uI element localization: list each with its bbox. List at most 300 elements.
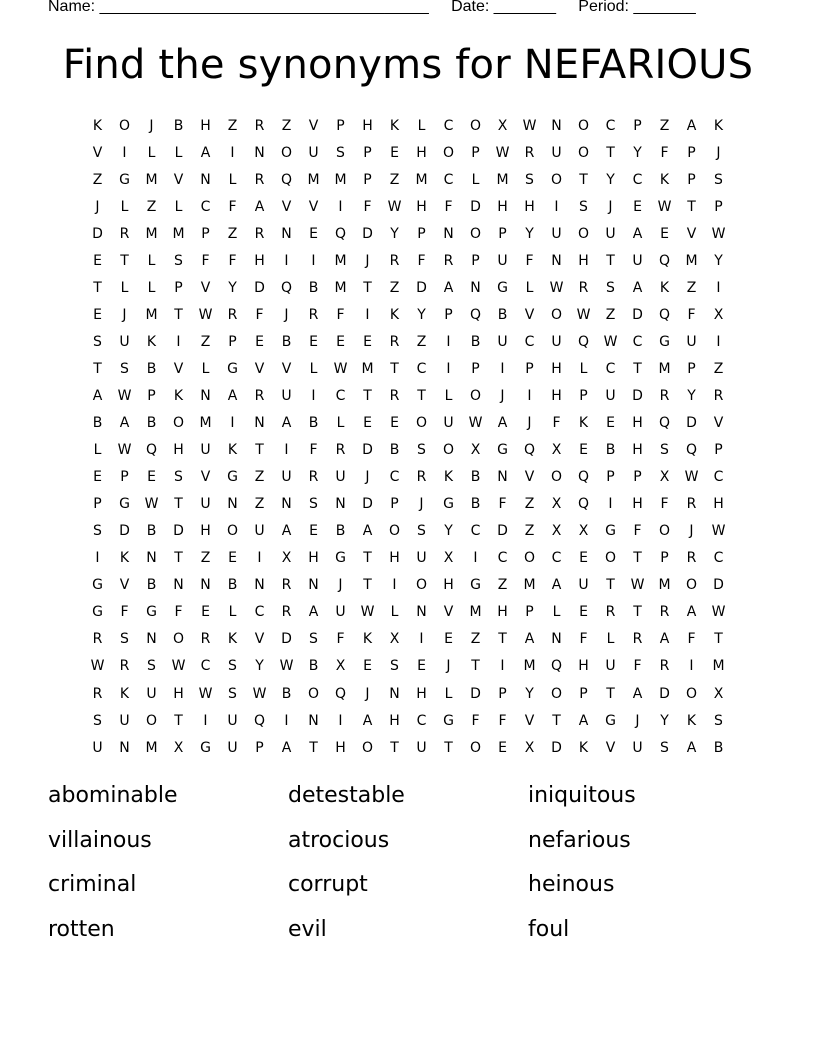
grid-letter[interactable]: L <box>444 387 453 404</box>
grid-letter[interactable]: H <box>497 604 508 621</box>
grid-letter[interactable]: F <box>417 252 426 269</box>
grid-letter[interactable]: W <box>711 225 726 242</box>
grid-letter[interactable]: Z <box>416 333 427 350</box>
grid-letter[interactable]: V <box>254 360 265 377</box>
grid-letter[interactable]: U <box>146 685 157 702</box>
grid-letter[interactable]: V <box>200 279 211 296</box>
grid-letter[interactable]: F <box>660 496 669 513</box>
grid-letter[interactable]: P <box>471 252 480 269</box>
grid-letter[interactable]: F <box>633 658 642 675</box>
grid-letter[interactable]: K <box>659 171 670 188</box>
grid-letter[interactable]: K <box>578 415 589 432</box>
grid-letter[interactable]: H <box>362 117 373 134</box>
grid-letter[interactable]: S <box>309 496 318 513</box>
grid-letter[interactable]: K <box>713 117 724 134</box>
grid-letter[interactable]: X <box>551 496 562 513</box>
grid-letter[interactable]: B <box>470 496 481 513</box>
grid-letter[interactable]: U <box>632 739 643 756</box>
grid-letter[interactable]: V <box>605 739 616 756</box>
grid-letter[interactable]: R <box>227 306 238 323</box>
grid-letter[interactable]: L <box>93 442 102 459</box>
grid-letter[interactable]: O <box>442 144 455 161</box>
grid-letter[interactable]: A <box>119 415 130 432</box>
grid-letter[interactable]: S <box>525 171 534 188</box>
grid-letter[interactable]: H <box>200 523 211 540</box>
grid-letter[interactable]: C <box>443 117 454 134</box>
grid-letter[interactable]: X <box>713 306 724 323</box>
grid-letter[interactable]: E <box>633 198 642 215</box>
grid-letter[interactable]: P <box>525 360 534 377</box>
grid-letter[interactable]: M <box>145 171 158 188</box>
grid-letter[interactable]: X <box>335 658 346 675</box>
grid-letter[interactable]: T <box>606 144 615 161</box>
grid-letter[interactable]: I <box>527 387 532 404</box>
grid-letter[interactable]: D <box>713 577 724 594</box>
grid-letter[interactable]: J <box>284 306 289 323</box>
grid-letter[interactable]: A <box>227 387 238 404</box>
grid-letter[interactable]: D <box>92 225 103 242</box>
grid-letter[interactable]: A <box>632 685 643 702</box>
grid-letter[interactable]: A <box>281 415 292 432</box>
grid-letter[interactable]: H <box>551 360 562 377</box>
grid-letter[interactable]: R <box>713 387 724 404</box>
grid-letter[interactable]: R <box>119 658 130 675</box>
grid-letter[interactable]: E <box>363 658 372 675</box>
grid-letter[interactable]: Q <box>550 658 563 675</box>
grid-letter[interactable]: Z <box>254 469 265 486</box>
grid-letter[interactable]: S <box>93 712 102 729</box>
grid-letter[interactable]: N <box>254 415 265 432</box>
grid-letter[interactable]: B <box>389 442 400 459</box>
grid-letter[interactable]: X <box>551 523 562 540</box>
grid-letter[interactable]: Z <box>605 306 616 323</box>
grid-letter[interactable]: R <box>389 387 400 404</box>
grid-letter[interactable]: F <box>552 415 561 432</box>
grid-letter[interactable]: C <box>605 360 616 377</box>
grid-letter[interactable]: G <box>92 577 103 594</box>
grid-letter[interactable]: F <box>633 523 642 540</box>
grid-letter[interactable]: V <box>308 198 319 215</box>
grid-letter[interactable]: C <box>632 171 643 188</box>
grid-letter[interactable]: F <box>660 144 669 161</box>
grid-letter[interactable]: L <box>147 279 156 296</box>
grid-letter[interactable]: T <box>552 712 561 729</box>
grid-letter[interactable]: N <box>281 496 292 513</box>
grid-letter[interactable]: F <box>309 442 318 459</box>
grid-letter[interactable]: O <box>550 171 563 188</box>
grid-letter[interactable]: F <box>363 198 372 215</box>
grid-letter[interactable]: C <box>200 198 211 215</box>
grid-letter[interactable]: X <box>389 631 400 648</box>
grid-letter[interactable]: M <box>334 279 347 296</box>
grid-letter[interactable]: T <box>471 658 480 675</box>
grid-letter[interactable]: N <box>551 117 562 134</box>
grid-letter[interactable]: E <box>417 658 426 675</box>
grid-letter[interactable]: L <box>525 279 534 296</box>
grid-letter[interactable]: L <box>174 198 183 215</box>
grid-letter[interactable]: N <box>254 577 265 594</box>
grid-letter[interactable]: N <box>254 144 265 161</box>
grid-letter[interactable]: P <box>417 225 426 242</box>
grid-letter[interactable]: A <box>578 712 589 729</box>
grid-letter[interactable]: U <box>551 144 562 161</box>
grid-letter[interactable]: W <box>360 604 375 621</box>
grid-letter[interactable]: S <box>309 631 318 648</box>
grid-letter[interactable]: H <box>443 577 454 594</box>
grid-letter[interactable]: W <box>90 658 105 675</box>
grid-letter[interactable]: T <box>417 387 426 404</box>
grid-letter[interactable]: H <box>578 252 589 269</box>
grid-letter[interactable]: F <box>498 496 507 513</box>
grid-letter[interactable]: U <box>443 415 454 432</box>
grid-letter[interactable]: J <box>365 685 370 702</box>
grid-letter[interactable]: O <box>604 550 617 567</box>
grid-letter[interactable]: Z <box>497 577 508 594</box>
grid-letter[interactable]: U <box>200 442 211 459</box>
grid-letter[interactable]: I <box>500 360 505 377</box>
grid-letter[interactable]: D <box>632 387 643 404</box>
date-blank[interactable]: _______ <box>493 0 557 15</box>
grid-letter[interactable]: O <box>577 225 590 242</box>
grid-letter[interactable]: N <box>119 739 130 756</box>
grid-letter[interactable]: Y <box>660 712 669 729</box>
grid-letter[interactable]: I <box>338 198 343 215</box>
grid-letter[interactable]: B <box>605 442 616 459</box>
grid-letter[interactable]: D <box>551 739 562 756</box>
grid-letter[interactable]: O <box>685 577 698 594</box>
grid-letter[interactable]: V <box>173 171 184 188</box>
grid-letter[interactable]: B <box>146 523 157 540</box>
grid-letter[interactable]: U <box>416 550 427 567</box>
grid-letter[interactable]: P <box>444 306 453 323</box>
grid-letter[interactable]: R <box>605 604 616 621</box>
grid-letter[interactable]: H <box>308 550 319 567</box>
grid-letter[interactable]: F <box>525 252 534 269</box>
grid-letter[interactable]: E <box>309 333 318 350</box>
grid-letter[interactable]: P <box>660 550 669 567</box>
grid-letter[interactable]: S <box>606 279 615 296</box>
grid-letter[interactable]: B <box>308 279 319 296</box>
grid-letter[interactable]: A <box>659 631 670 648</box>
grid-letter[interactable]: B <box>146 577 157 594</box>
grid-letter[interactable]: U <box>200 496 211 513</box>
grid-letter[interactable]: H <box>497 198 508 215</box>
grid-letter[interactable]: S <box>660 739 669 756</box>
grid-letter[interactable]: O <box>469 117 482 134</box>
grid-letter[interactable]: L <box>120 198 129 215</box>
grid-letter[interactable]: H <box>200 117 211 134</box>
grid-letter[interactable]: W <box>117 442 132 459</box>
grid-letter[interactable]: A <box>686 604 697 621</box>
grid-letter[interactable]: L <box>147 252 156 269</box>
grid-letter[interactable]: D <box>632 306 643 323</box>
grid-letter[interactable]: M <box>712 658 725 675</box>
grid-letter[interactable]: P <box>606 469 615 486</box>
grid-letter[interactable]: N <box>335 496 346 513</box>
grid-letter[interactable]: V <box>524 306 535 323</box>
grid-letter[interactable]: V <box>524 712 535 729</box>
grid-letter[interactable]: R <box>92 631 103 648</box>
grid-letter[interactable]: M <box>145 225 158 242</box>
grid-letter[interactable]: E <box>390 415 399 432</box>
grid-letter[interactable]: W <box>630 577 645 594</box>
grid-letter[interactable]: F <box>579 631 588 648</box>
grid-letter[interactable]: L <box>174 144 183 161</box>
grid-letter[interactable]: P <box>147 387 156 404</box>
grid-letter[interactable]: Z <box>227 117 238 134</box>
grid-letter[interactable]: G <box>92 604 103 621</box>
grid-letter[interactable]: D <box>659 685 670 702</box>
grid-letter[interactable]: O <box>361 739 374 756</box>
grid-letter[interactable]: O <box>172 631 185 648</box>
grid-letter[interactable]: B <box>92 415 103 432</box>
grid-letter[interactable]: A <box>92 387 103 404</box>
grid-letter[interactable]: S <box>579 198 588 215</box>
grid-letter[interactable]: M <box>199 415 212 432</box>
grid-letter[interactable]: L <box>444 685 453 702</box>
grid-letter[interactable]: Y <box>633 144 642 161</box>
grid-letter[interactable]: A <box>686 117 697 134</box>
grid-letter[interactable]: W <box>171 658 186 675</box>
grid-letter[interactable]: Z <box>227 225 238 242</box>
grid-letter[interactable]: I <box>230 415 235 432</box>
grid-letter[interactable]: A <box>362 523 373 540</box>
grid-letter[interactable]: P <box>687 144 696 161</box>
grid-letter[interactable]: S <box>660 442 669 459</box>
grid-letter[interactable]: Y <box>606 171 615 188</box>
grid-letter[interactable]: O <box>577 144 590 161</box>
grid-letter[interactable]: A <box>632 279 643 296</box>
grid-letter[interactable]: X <box>497 117 508 134</box>
grid-letter[interactable]: T <box>255 442 264 459</box>
grid-letter[interactable]: H <box>389 712 400 729</box>
grid-letter[interactable]: B <box>470 469 481 486</box>
grid-letter[interactable]: F <box>444 198 453 215</box>
grid-letter[interactable]: P <box>579 685 588 702</box>
grid-letter[interactable]: L <box>228 604 237 621</box>
grid-letter[interactable]: I <box>716 279 721 296</box>
grid-letter[interactable]: N <box>281 225 292 242</box>
grid-letter[interactable]: T <box>633 604 642 621</box>
grid-letter[interactable]: C <box>416 712 427 729</box>
grid-letter[interactable]: R <box>578 279 589 296</box>
grid-letter[interactable]: W <box>495 144 510 161</box>
grid-letter[interactable]: T <box>390 739 399 756</box>
grid-letter[interactable]: H <box>524 198 535 215</box>
grid-letter[interactable]: V <box>173 360 184 377</box>
grid-letter[interactable]: G <box>146 604 157 621</box>
grid-letter[interactable]: T <box>174 712 183 729</box>
grid-letter[interactable]: V <box>686 225 697 242</box>
grid-letter[interactable]: R <box>416 469 427 486</box>
grid-letter[interactable]: R <box>389 252 400 269</box>
grid-letter[interactable]: U <box>281 387 292 404</box>
grid-letter[interactable]: P <box>498 225 507 242</box>
grid-letter[interactable]: G <box>443 496 454 513</box>
grid-letter[interactable]: J <box>689 523 694 540</box>
grid-letter[interactable]: Z <box>389 171 400 188</box>
grid-letter[interactable]: K <box>119 685 130 702</box>
grid-letter[interactable]: Z <box>146 198 157 215</box>
grid-letter[interactable]: G <box>335 550 346 567</box>
grid-letter[interactable]: P <box>633 117 642 134</box>
grid-letter[interactable]: T <box>174 550 183 567</box>
grid-letter[interactable]: N <box>200 577 211 594</box>
grid-letter[interactable]: N <box>200 171 211 188</box>
grid-letter[interactable]: C <box>632 333 643 350</box>
grid-letter[interactable]: G <box>119 496 130 513</box>
grid-letter[interactable]: Z <box>659 117 670 134</box>
grid-letter[interactable]: E <box>390 144 399 161</box>
grid-letter[interactable]: R <box>254 171 265 188</box>
grid-letter[interactable]: W <box>252 685 267 702</box>
grid-letter[interactable]: I <box>284 252 289 269</box>
grid-letter[interactable]: Q <box>685 442 698 459</box>
grid-letter[interactable]: P <box>336 117 345 134</box>
grid-letter[interactable]: L <box>309 360 318 377</box>
grid-letter[interactable]: E <box>309 225 318 242</box>
grid-letter[interactable]: H <box>416 198 427 215</box>
grid-letter[interactable]: U <box>605 387 616 404</box>
grid-letter[interactable]: P <box>363 144 372 161</box>
grid-letter[interactable]: L <box>228 171 237 188</box>
grid-letter[interactable]: Q <box>253 712 266 729</box>
grid-letter[interactable]: W <box>387 198 402 215</box>
grid-letter[interactable]: I <box>338 712 343 729</box>
grid-letter[interactable]: Y <box>525 225 534 242</box>
grid-letter[interactable]: E <box>363 333 372 350</box>
grid-letter[interactable]: R <box>281 577 292 594</box>
grid-letter[interactable]: V <box>254 631 265 648</box>
grid-letter[interactable]: U <box>551 225 562 242</box>
grid-letter[interactable]: R <box>254 225 265 242</box>
grid-letter[interactable]: J <box>122 306 127 323</box>
grid-letter[interactable]: G <box>227 360 238 377</box>
grid-letter[interactable]: O <box>145 712 158 729</box>
grid-letter[interactable]: O <box>577 117 590 134</box>
grid-letter[interactable]: E <box>309 523 318 540</box>
grid-letter[interactable]: B <box>497 306 508 323</box>
grid-letter[interactable]: I <box>689 658 694 675</box>
grid-letter[interactable]: G <box>200 739 211 756</box>
grid-letter[interactable]: B <box>308 415 319 432</box>
grid-letter[interactable]: D <box>470 685 481 702</box>
grid-letter[interactable]: E <box>579 550 588 567</box>
grid-letter[interactable]: K <box>362 631 373 648</box>
grid-letter[interactable]: O <box>469 387 482 404</box>
grid-letter[interactable]: P <box>498 685 507 702</box>
grid-letter[interactable]: C <box>713 469 724 486</box>
grid-letter[interactable]: L <box>552 604 561 621</box>
grid-letter[interactable]: Y <box>390 225 399 242</box>
grid-letter[interactable]: X <box>470 442 481 459</box>
grid-letter[interactable]: U <box>497 252 508 269</box>
grid-letter[interactable]: P <box>255 739 264 756</box>
grid-letter[interactable]: Q <box>334 685 347 702</box>
grid-letter[interactable]: S <box>120 631 129 648</box>
grid-letter[interactable]: F <box>228 198 237 215</box>
grid-letter[interactable]: T <box>363 279 372 296</box>
grid-letter[interactable]: I <box>446 360 451 377</box>
grid-letter[interactable]: C <box>443 171 454 188</box>
grid-letter[interactable]: A <box>524 631 535 648</box>
grid-letter[interactable]: W <box>522 117 537 134</box>
grid-letter[interactable]: Q <box>658 252 671 269</box>
grid-letter[interactable]: H <box>632 442 643 459</box>
grid-letter[interactable]: O <box>118 117 131 134</box>
grid-letter[interactable]: O <box>415 415 428 432</box>
grid-letter[interactable]: O <box>172 415 185 432</box>
grid-letter[interactable]: W <box>198 685 213 702</box>
grid-letter[interactable]: K <box>443 469 454 486</box>
grid-letter[interactable]: T <box>363 577 372 594</box>
grid-letter[interactable]: M <box>469 604 482 621</box>
grid-letter[interactable]: I <box>446 333 451 350</box>
grid-letter[interactable]: F <box>498 712 507 729</box>
grid-letter[interactable]: R <box>659 604 670 621</box>
grid-letter[interactable]: K <box>227 631 238 648</box>
grid-letter[interactable]: S <box>93 333 102 350</box>
grid-letter[interactable]: A <box>443 279 454 296</box>
grid-letter[interactable]: P <box>714 442 723 459</box>
grid-letter[interactable]: U <box>227 712 238 729</box>
grid-letter[interactable]: T <box>363 550 372 567</box>
grid-letter[interactable]: T <box>606 252 615 269</box>
grid-letter[interactable]: B <box>308 658 319 675</box>
grid-letter[interactable]: M <box>145 306 158 323</box>
grid-letter[interactable]: P <box>363 171 372 188</box>
grid-letter[interactable]: H <box>416 685 427 702</box>
grid-letter[interactable]: R <box>308 469 319 486</box>
grid-letter[interactable]: Z <box>254 496 265 513</box>
grid-letter[interactable]: S <box>417 442 426 459</box>
grid-letter[interactable]: P <box>471 144 480 161</box>
grid-letter[interactable]: D <box>362 496 373 513</box>
grid-letter[interactable]: S <box>714 171 723 188</box>
grid-letter[interactable]: F <box>174 604 183 621</box>
grid-letter[interactable]: X <box>551 442 562 459</box>
grid-letter[interactable]: Q <box>658 415 671 432</box>
grid-letter[interactable]: I <box>608 496 613 513</box>
grid-letter[interactable]: C <box>551 550 562 567</box>
grid-letter[interactable]: S <box>93 523 102 540</box>
grid-letter[interactable]: U <box>119 333 130 350</box>
grid-letter[interactable]: O <box>523 550 536 567</box>
grid-letter[interactable]: Z <box>92 171 103 188</box>
grid-letter[interactable]: R <box>335 442 346 459</box>
grid-letter[interactable]: M <box>361 360 374 377</box>
grid-letter[interactable]: H <box>713 496 724 513</box>
grid-letter[interactable]: N <box>227 496 238 513</box>
grid-letter[interactable]: A <box>254 198 265 215</box>
grid-letter[interactable]: W <box>657 198 672 215</box>
grid-letter[interactable]: V <box>119 577 130 594</box>
grid-letter[interactable]: Q <box>577 469 590 486</box>
grid-letter[interactable]: D <box>470 198 481 215</box>
grid-letter[interactable]: Q <box>577 333 590 350</box>
grid-letter[interactable]: S <box>417 523 426 540</box>
grid-letter[interactable]: N <box>308 712 319 729</box>
grid-letter[interactable]: G <box>119 171 130 188</box>
grid-letter[interactable]: Z <box>713 360 724 377</box>
grid-letter[interactable]: Z <box>686 279 697 296</box>
grid-letter[interactable]: E <box>93 306 102 323</box>
grid-letter[interactable]: J <box>338 577 343 594</box>
grid-letter[interactable]: H <box>551 387 562 404</box>
grid-letter[interactable]: T <box>174 306 183 323</box>
grid-letter[interactable]: F <box>228 252 237 269</box>
grid-letter[interactable]: Y <box>687 387 696 404</box>
